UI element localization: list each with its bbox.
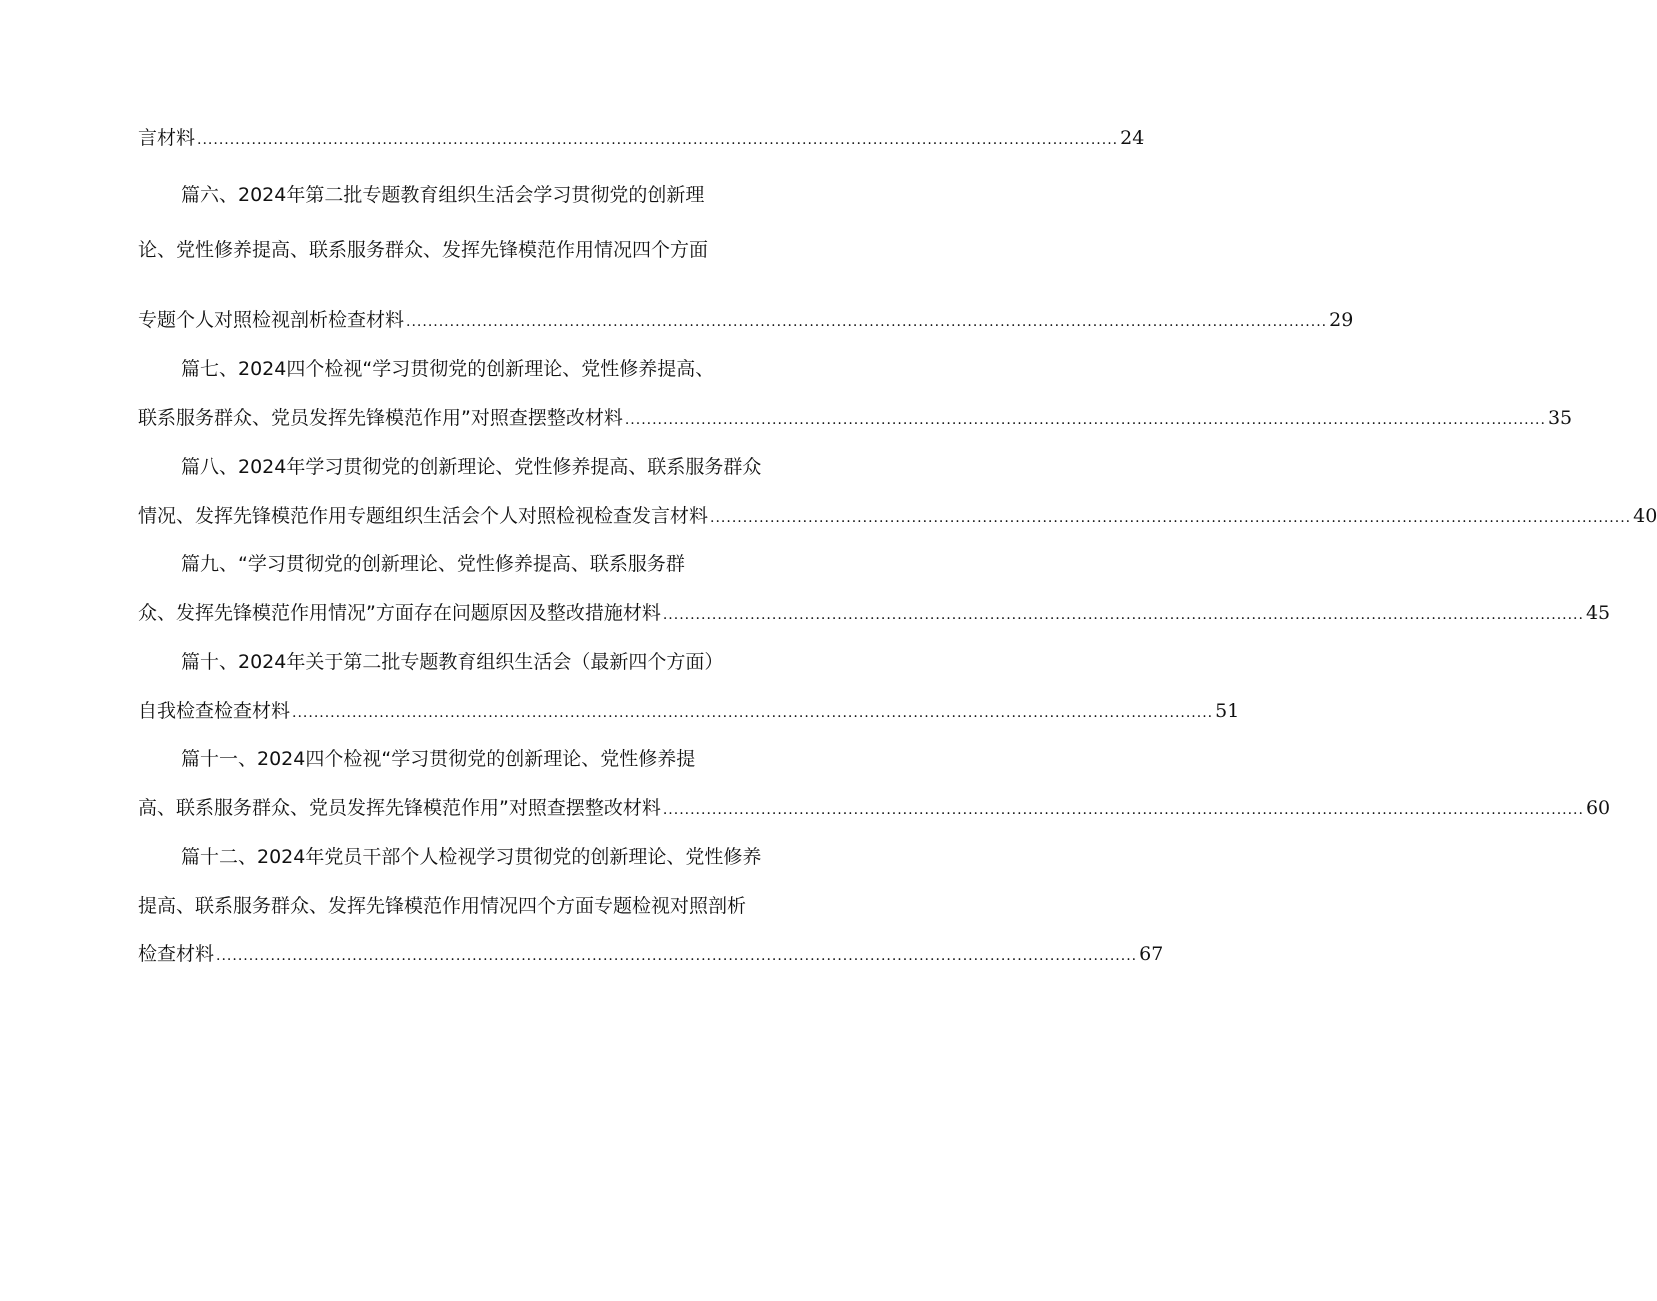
toc-line-1[interactable] <box>138 124 1145 154</box>
toc-text: 篇七、2024四个检视“学习贯彻党的创新理论、党性修养提高、 <box>181 358 715 380</box>
toc-line-15[interactable] <box>181 843 781 871</box>
toc-line-11[interactable] <box>181 648 781 676</box>
toc-text: 论、党性修养提高、联系服务群众、发挥先锋模范作用情况四个方面 <box>138 239 709 261</box>
toc-page-number: 45 <box>1585 602 1611 624</box>
toc-line-3[interactable] <box>138 236 780 264</box>
toc-page-number: 67 <box>1139 943 1164 965</box>
toc-text: 言材料 <box>138 127 196 149</box>
toc-text: 自我检查检查材料 <box>138 700 291 722</box>
toc-line-16[interactable] <box>138 892 780 920</box>
toc-text: 高、联系服务群众、党员发挥先锋模范作用”对照查摆整改材料 <box>138 797 661 819</box>
toc-line-5[interactable] <box>181 355 781 383</box>
toc-text: 专题个人对照检视剖析检查材料 <box>138 309 405 331</box>
toc-text: 情况、发挥先锋模范作用专题组织生活会个人对照检视检查发言材料 <box>138 505 709 527</box>
toc-page-number: 35 <box>1547 407 1573 429</box>
dot-leader: ......................................................................................................................................................................... <box>406 314 1328 330</box>
dot-leader: ......................................................................................................................................................................... <box>624 412 1546 428</box>
toc-text: 联系服务群众、党员发挥先锋模范作用”对照查摆整改材料 <box>138 407 623 429</box>
toc-text: 篇十二、2024年党员干部个人检视学习贯彻党的创新理论、党性修养 <box>181 846 762 868</box>
toc-page-number: 40 <box>1633 505 1657 527</box>
toc-line-17[interactable] <box>138 940 1164 970</box>
toc-page-number: 24 <box>1120 127 1145 149</box>
dot-leader: ......................................................................................................................................................................... <box>710 510 1632 526</box>
toc-line-9[interactable] <box>181 550 781 578</box>
dot-leader: ......................................................................................................................................................................... <box>662 802 1584 818</box>
toc-line-4[interactable] <box>138 306 1354 336</box>
toc-page-number: 60 <box>1585 797 1611 819</box>
toc-text: 篇十、2024年关于第二批专题教育组织生活会（最新四个方面） <box>181 651 724 673</box>
toc-page-number: 51 <box>1215 700 1240 722</box>
toc-text: 篇九、“学习贯彻党的创新理论、党性修养提高、联系服务群 <box>181 553 685 575</box>
toc-text: 篇八、2024年学习贯彻党的创新理论、党性修养提高、联系服务群众 <box>181 456 762 478</box>
toc-line-10[interactable] <box>138 599 1611 629</box>
toc-text: 篇十一、2024四个检视“学习贯彻党的创新理论、党性修养提 <box>181 748 696 770</box>
toc-line-7[interactable] <box>181 453 781 481</box>
toc-line-13[interactable] <box>181 745 781 773</box>
dot-leader: ......................................................................................................................................................................... <box>197 132 1119 148</box>
toc-page-number: 29 <box>1329 309 1354 331</box>
toc-line-8[interactable] <box>138 502 1657 532</box>
toc-text: 篇六、2024年第二批专题教育组织生活会学习贯彻党的创新理 <box>181 184 705 206</box>
toc-line-14[interactable] <box>138 794 1611 824</box>
toc-line-2[interactable] <box>181 181 781 209</box>
dot-leader: ......................................................................................................................................................................... <box>216 948 1138 964</box>
toc-line-6[interactable] <box>138 404 1573 434</box>
toc-text: 众、发挥先锋模范作用情况”方面存在问题原因及整改措施材料 <box>138 602 661 624</box>
toc-line-12[interactable] <box>138 697 1240 727</box>
toc-text: 检查材料 <box>138 943 215 965</box>
dot-leader: ......................................................................................................................................................................... <box>292 705 1214 721</box>
toc-text: 提高、联系服务群众、发挥先锋模范作用情况四个方面专题检视对照剖析 <box>138 895 747 917</box>
dot-leader: ......................................................................................................................................................................... <box>662 607 1584 623</box>
